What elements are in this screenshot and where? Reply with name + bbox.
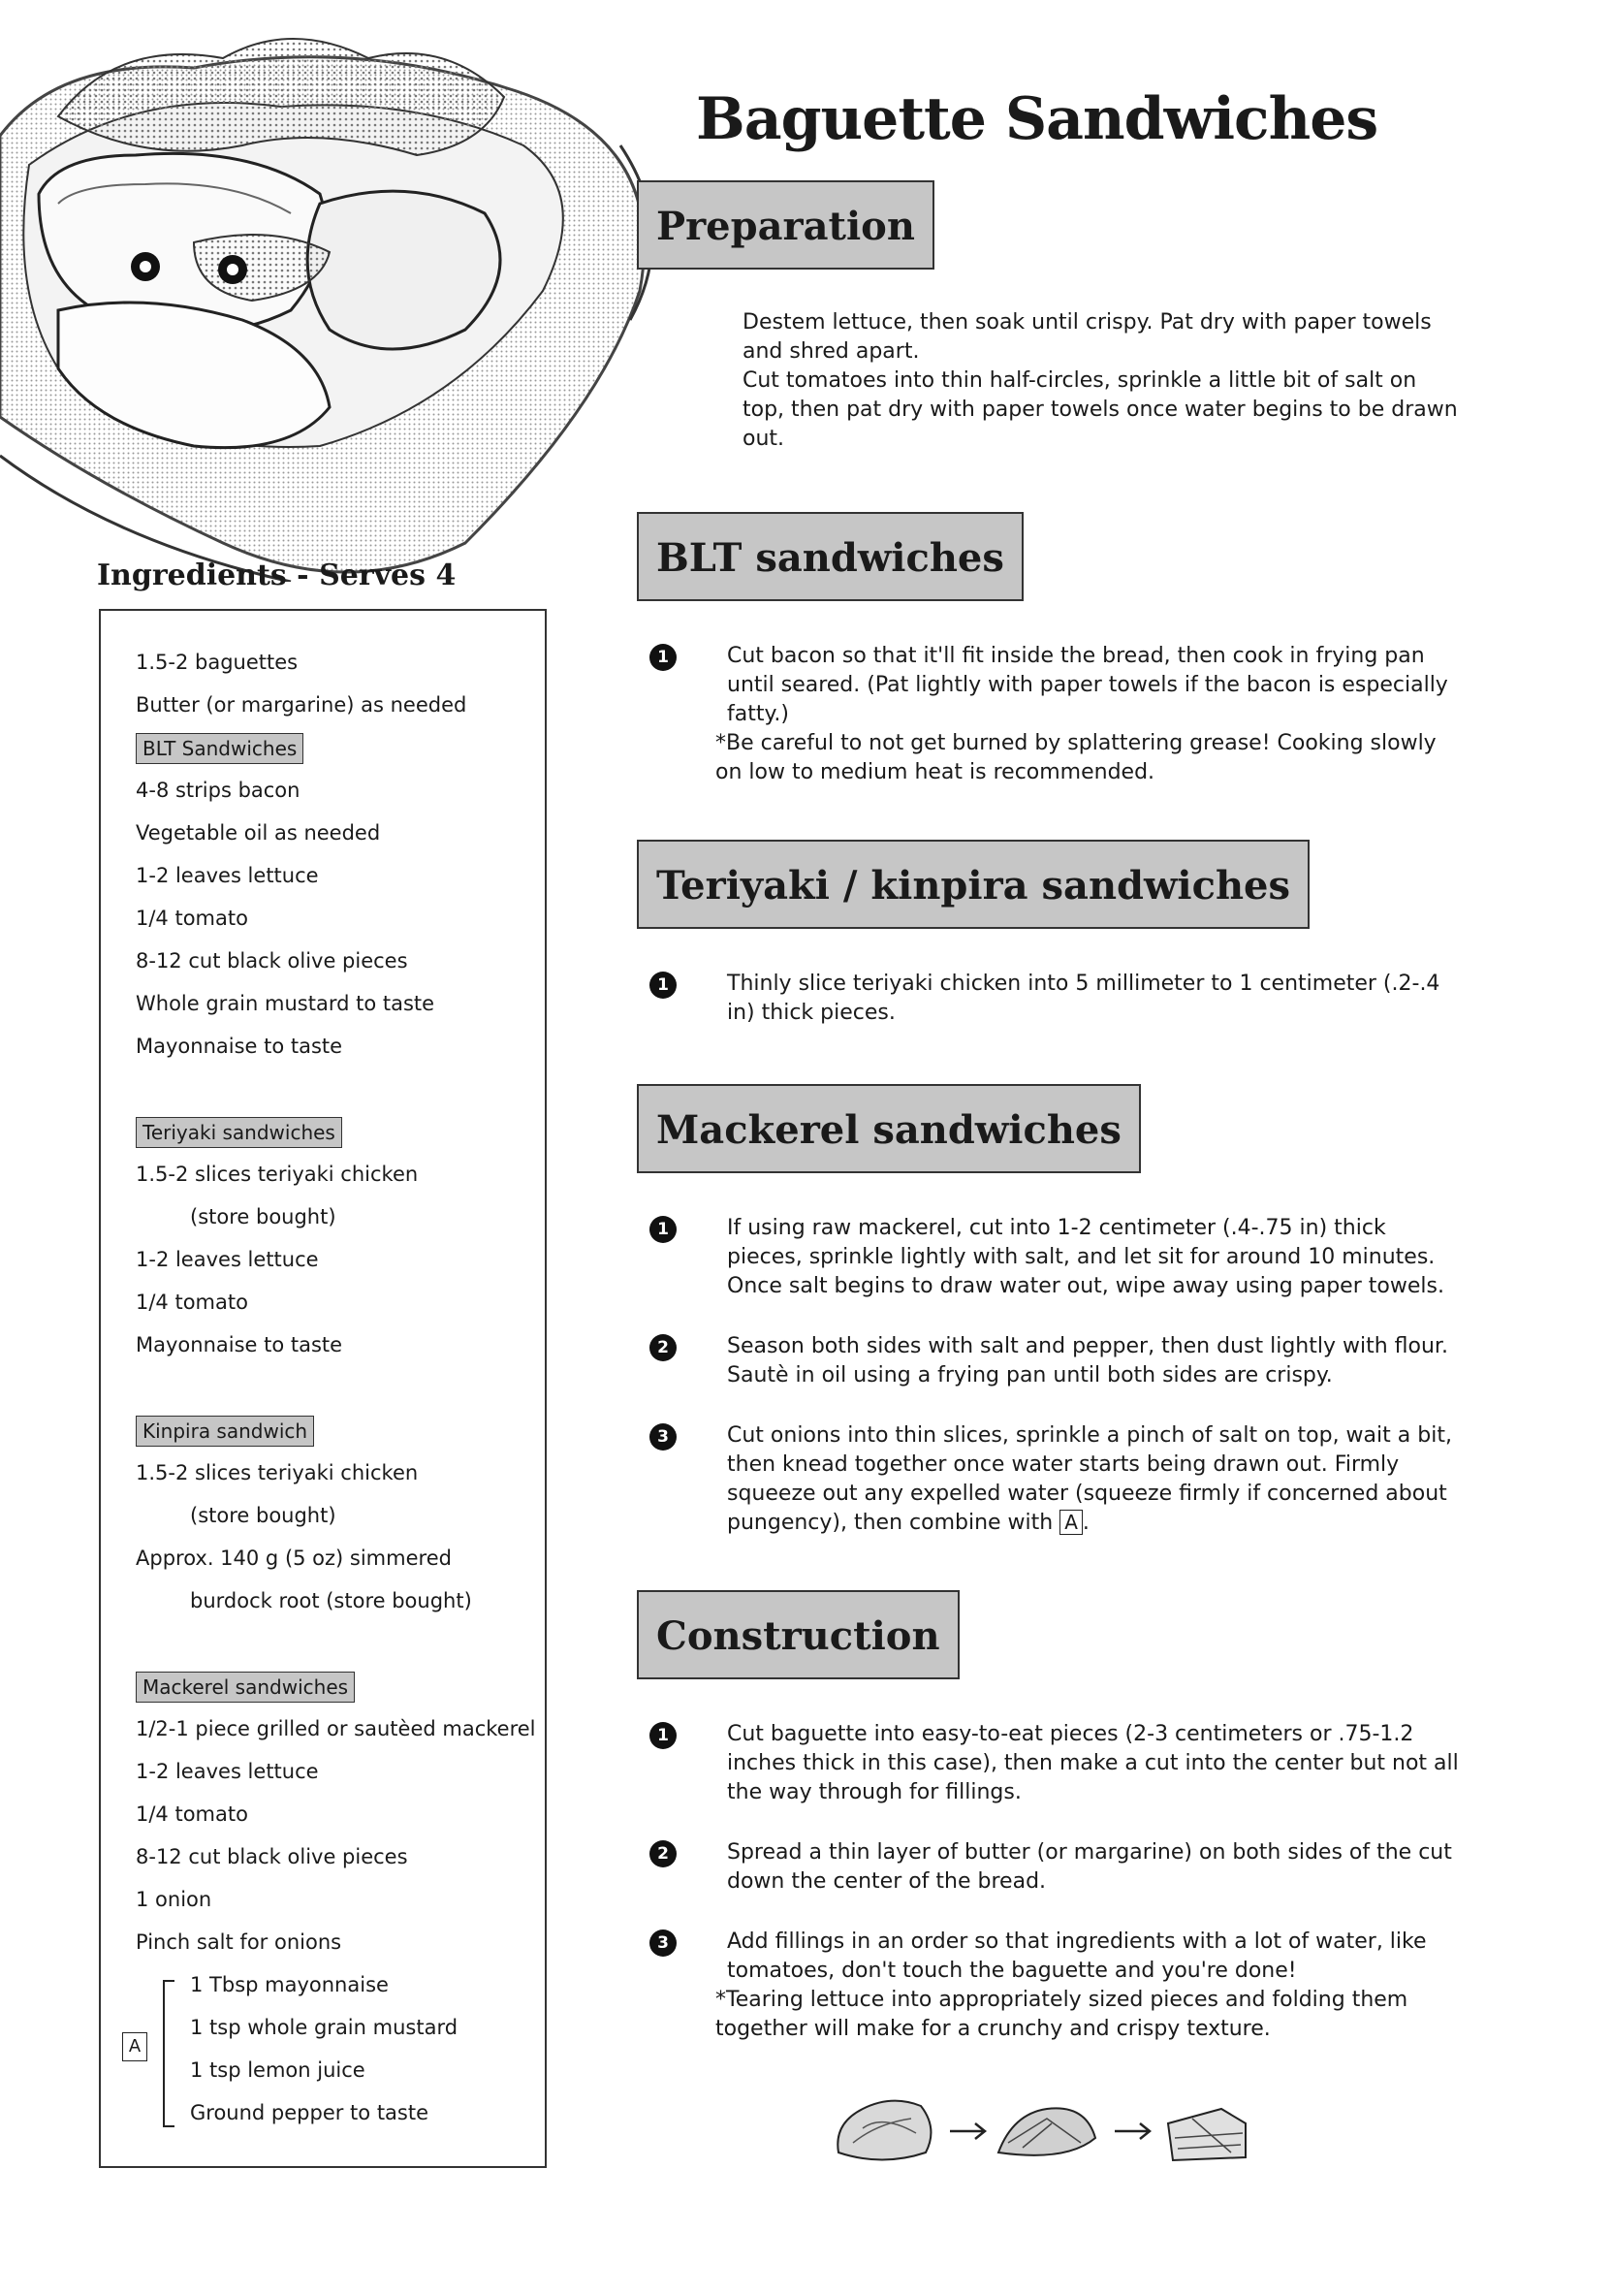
teriyaki-step-1 <box>649 970 1464 1028</box>
step-text-end: . <box>1082 1511 1090 1535</box>
step-number-badge: 1 <box>649 644 677 671</box>
ingredient-item: 1/4 tomato <box>136 1802 248 1826</box>
mackerel-step-3 <box>649 1421 1464 1538</box>
step-number-badge: 1 <box>649 972 677 999</box>
teriyaki-heading: Teriyaki / kinpira sandwiches <box>637 840 1310 929</box>
preparation-text <box>743 308 1460 454</box>
ingredient-item: 1 onion <box>136 1888 212 1911</box>
step-number-badge: 2 <box>649 1334 677 1361</box>
blt-step-1 <box>649 642 1464 787</box>
sauce-a-bracket <box>163 1980 174 2127</box>
preparation-heading: Preparation <box>637 180 934 270</box>
ingredient-group-label: BLT Sandwiches <box>136 733 303 764</box>
step-note: *Be careful to not get burned by splattering grease! Cooking slowly on low to medium heat is recommended. <box>715 731 1437 784</box>
step-number-badge: 1 <box>649 1216 677 1243</box>
step-text: Spread a thin layer of butter (or margarine) on both sides of the cut down the center of the bread. <box>727 1840 1452 1894</box>
ingredient-item: 1.5-2 baguettes <box>136 651 299 674</box>
ingredient-item: 4-8 strips bacon <box>136 779 300 802</box>
ingredient-item: 1.5-2 slices teriyaki chicken <box>136 1461 419 1484</box>
ingredient-item: (store bought) <box>190 1504 336 1527</box>
ingredient-item: Pinch salt for onions <box>136 1930 342 1954</box>
ingredients-title: Ingredients - Serves 4 <box>97 558 457 592</box>
ingredient-item: 8-12 cut black olive pieces <box>136 949 408 973</box>
mackerel-step-2 <box>649 1332 1464 1390</box>
ingredient-item: Mayonnaise to taste <box>136 1035 343 1058</box>
page-title: Baguette Sandwiches <box>696 85 1378 153</box>
ingredient-item: Butter (or margarine) as needed <box>136 693 467 717</box>
step-note: *Tearing lettuce into appropriately sized pieces and folding them together will make for a crunchy and crispy texture. <box>715 1988 1408 2041</box>
ingredient-item: Vegetable oil as needed <box>136 821 381 845</box>
ingredient-item: 1 Tbsp mayonnaise <box>190 1973 389 1996</box>
mackerel-step-1 <box>649 1214 1464 1301</box>
step-number-badge: 3 <box>649 1423 677 1451</box>
ingredient-item: Mayonnaise to taste <box>136 1333 343 1356</box>
ingredients-box <box>99 609 547 2168</box>
blt-heading: BLT sandwiches <box>637 512 1024 601</box>
step-number-badge: 3 <box>649 1929 677 1957</box>
ingredient-item: 1 tsp lemon juice <box>190 2058 365 2082</box>
ingredient-item: 1-2 leaves lettuce <box>136 864 319 887</box>
ingredient-group-label: Mackerel sandwiches <box>136 1672 355 1703</box>
step-text: Thinly slice teriyaki chicken into 5 millimeter to 1 centimeter (.2-.4 in) thick pieces. <box>727 972 1440 1025</box>
step-text-body: Cut onions into thin slices, sprinkle a pinch of salt on top, wait a bit, then knead together once water starts being drawn out. Firmly squeeze out any expelled water (squeeze firmly if concerned about pungency), then combine with <box>727 1423 1452 1535</box>
construction-step-3 <box>649 1928 1464 2044</box>
ingredient-item: (store bought) <box>190 1205 336 1228</box>
ingredient-item: Whole grain mustard to taste <box>136 992 435 1015</box>
ingredient-group-label: Teriyaki sandwiches <box>136 1117 342 1148</box>
step-text: Cut baguette into easy-to-eat pieces (2-3 centimeters or .75-1.2 inches thick in this case), then make a cut into the center but not all the way through for fillings. <box>727 1722 1459 1804</box>
mackerel-heading: Mackerel sandwiches <box>637 1084 1141 1173</box>
construction-heading: Construction <box>637 1590 960 1679</box>
step-text: If using raw mackerel, cut into 1-2 centimeter (.4-.75 in) thick pieces, sprinkle lightly with salt, and let sit for around 10 minutes. Once salt begins to draw water out, wipe away using paper towels. <box>727 1216 1444 1298</box>
preparation-line: Destem lettuce, then soak until crispy. Pat dry with paper towels and shred apart. <box>743 310 1432 364</box>
lettuce-folding-diagram <box>824 2085 1260 2172</box>
ingredient-item: burdock root (store bought) <box>190 1589 472 1612</box>
ingredient-item: Ground pepper to taste <box>190 2101 429 2124</box>
sauce-a-group <box>128 1970 543 2141</box>
ingredient-item: 8-12 cut black olive pieces <box>136 1845 408 1868</box>
ingredient-group-label: Kinpira sandwich <box>136 1416 314 1447</box>
step-number-badge: 1 <box>649 1722 677 1749</box>
ingredient-item: 1.5-2 slices teriyaki chicken <box>136 1163 419 1186</box>
sauce-a-label: A <box>122 2032 147 2061</box>
ingredient-item: Approx. 140 g (5 oz) simmered <box>136 1547 452 1570</box>
sandwich-basket-illustration <box>0 0 698 582</box>
construction-step-1 <box>649 1720 1464 1807</box>
step-text: Season both sides with salt and pepper, then dust lightly with flour. Sautè in oil using a frying pan until both sides are crispy. <box>727 1334 1448 1387</box>
sauce-a-reference: A <box>1059 1510 1083 1535</box>
step-text: Add fillings in an order so that ingredients with a lot of water, like tomatoes, don't touch the baguette and you're done! <box>727 1929 1427 1983</box>
ingredients-list <box>128 648 543 2141</box>
ingredient-item: 1 tsp whole grain mustard <box>190 2016 458 2039</box>
ingredient-item: 1-2 leaves lettuce <box>136 1248 319 1271</box>
step-number-badge: 2 <box>649 1840 677 1867</box>
ingredient-item: 1/4 tomato <box>136 1291 248 1314</box>
ingredient-item: 1/4 tomato <box>136 907 248 930</box>
preparation-line: Cut tomatoes into thin half-circles, sprinkle a little bit of salt on top, then pat dry with paper towels once water begins to be drawn out. <box>743 368 1458 451</box>
step-text: Cut bacon so that it'll fit inside the bread, then cook in frying pan until seared. (Pat lightly with paper towels if the bacon is especially fatty.) <box>727 644 1448 726</box>
construction-step-2 <box>649 1838 1464 1897</box>
step-text <box>727 1421 1464 1538</box>
ingredient-item: 1-2 leaves lettuce <box>136 1760 319 1783</box>
ingredient-item: 1/2-1 piece grilled or sautèed mackerel <box>136 1717 536 1740</box>
